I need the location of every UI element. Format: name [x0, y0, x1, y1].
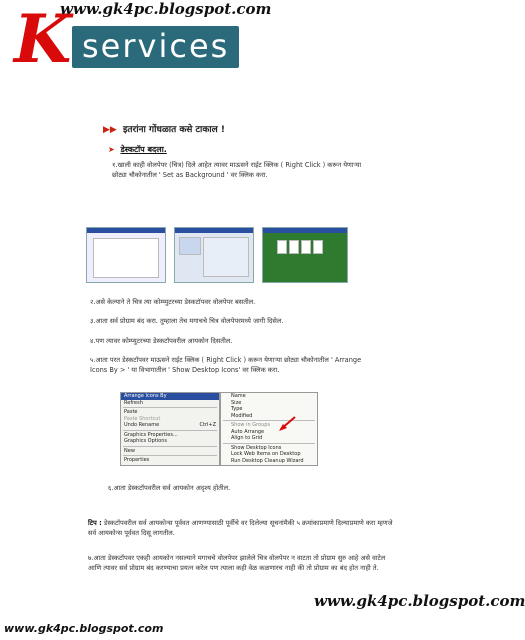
menu-item-new[interactable]: New: [124, 447, 135, 454]
menu-item-undo-rename[interactable]: [121, 422, 219, 429]
site-url-top[interactable]: www.gk4pc.blogspot.com: [60, 0, 272, 18]
wallpaper-thumb-1[interactable]: [86, 227, 166, 283]
step-7: ७.आता डेस्कटॉपवर एकही आयकोन नसल्याने मगाचचे वोलपेपर झालेले चित्र वोलपेपर न वाटता तो प्रोग्राम सुरु आहे असे वाटेल आणि त्यावर सर्व प्रोग्राम बंद करण्याचा प्रयत्न करेल पण त्याला कही वेळ कळणारच नाही की तो प्रोग्राम का बंद होत नाही ते.: [88, 554, 386, 572]
submenu-size[interactable]: Size: [231, 399, 242, 406]
wallpaper-thumb-3[interactable]: [262, 227, 348, 283]
page-title: [103, 122, 225, 135]
submenu-type[interactable]: Type: [231, 406, 243, 412]
submenu-cleanup-wizard[interactable]: Run Desktop Cleanup Wizard: [231, 457, 304, 464]
step-2: २.असे केल्याने ते चित्र त्या कोम्प्युटरच्या डेस्कटॉपवर वोलपेपर बसतील.: [90, 298, 256, 306]
step-1: १.खाली काही वोलपेपर (चित्र) दिले आहेत त्यावर माऊसने राईट क्लिक ( Right Click ) करून येणाऱ्या छोट्या चौकोनातील ' Set as Background ' वर क्लिक करा.: [112, 161, 362, 179]
site-url-footer-right[interactable]: www.gk4pc.blogspot.com: [314, 592, 525, 610]
step-4: ४.पण त्यावर कोम्प्युटरच्या डेस्कटॉपवरील आयकोन दिसतील.: [90, 337, 233, 345]
section-heading: [108, 144, 167, 155]
submenu-show-desktop-icons[interactable]: Show Desktop Icons: [231, 444, 282, 451]
submenu-show-in-groups[interactable]: Show in Groups: [231, 422, 271, 428]
desktop-context-menu: [120, 392, 220, 466]
note-text: डेस्कटॉपवरील सर्व आयकोन्स पूर्ववत आणण्यासाठी पूर्वीचे वर दिलेल्या सूचनांमैकी ५ क्रमांकाप्रमाणे दिल्याप्रमाणे करा म्हणजे सर्व आयकोन्स पूर्ववत दिसू लागतील.: [88, 519, 393, 537]
arrange-icons-submenu: [220, 392, 318, 466]
submenu-align-to-grid[interactable]: Align to Grid: [231, 435, 263, 441]
step-3: ३.आता सर्व प्रोग्राम बंद करा. तुम्हाला तेच मगाचचे चित्र वोलपेपरमध्ये जागी दिसेल.: [90, 317, 284, 325]
site-url-footer-left[interactable]: www.gk4pc.blogspot.com: [4, 622, 164, 635]
menu-item-refresh[interactable]: Refresh: [124, 399, 143, 406]
menu-item-arrange-icons[interactable]: Arrange Icons By: [121, 393, 219, 400]
note-label: टिप :: [88, 519, 102, 527]
undo-rename-label: Undo Rename: [124, 422, 160, 428]
menu-item-properties[interactable]: Properties: [124, 457, 150, 463]
wallpaper-thumb-2[interactable]: [174, 227, 254, 283]
submenu-modified[interactable]: Modified: [231, 412, 253, 419]
note-block: [88, 518, 400, 538]
double-arrow-icon: ▶▶: [103, 125, 117, 135]
title-text: इतरांना गोंधळात कसे टाकाल !: [122, 125, 225, 135]
submenu-name[interactable]: Name: [231, 393, 246, 399]
step-5: ५.आता परत डेस्कटॉपवर माऊसने राईट क्लिक ( Right Click ) करून येणाऱ्या छोट्या चौकोनातील ' Arrange Icons By > ' या विभागातील ' Show Desktop Icons' वर क्लिक करा.: [90, 356, 362, 374]
arrow-bullet-icon: ➤: [108, 145, 115, 154]
section-heading-text: डेस्कटॉप बदला.: [120, 145, 167, 154]
step-6: ६.आता डेस्कटॉपवरील सर्व आयकोन अदृश्य होतील.: [108, 484, 231, 492]
wallpaper-thumbnails: [80, 227, 348, 281]
logo-k-letter: K: [14, 0, 72, 78]
submenu-auto-arrange[interactable]: Auto Arrange: [231, 428, 265, 435]
menu-item-paste[interactable]: Paste: [124, 409, 138, 415]
menu-item-graphics-options[interactable]: Graphics Options: [124, 438, 167, 444]
menu-item-graphics-properties[interactable]: Graphics Properties...: [124, 431, 178, 438]
red-pointer-arrow-icon: [275, 415, 299, 435]
submenu-lock-web-items[interactable]: Lock Web Items on Desktop: [231, 451, 301, 457]
menu-item-paste-shortcut[interactable]: Paste Shortcut: [124, 415, 161, 422]
brand-services: services: [72, 26, 239, 68]
undo-shortcut: Ctrl+Z: [199, 422, 216, 428]
